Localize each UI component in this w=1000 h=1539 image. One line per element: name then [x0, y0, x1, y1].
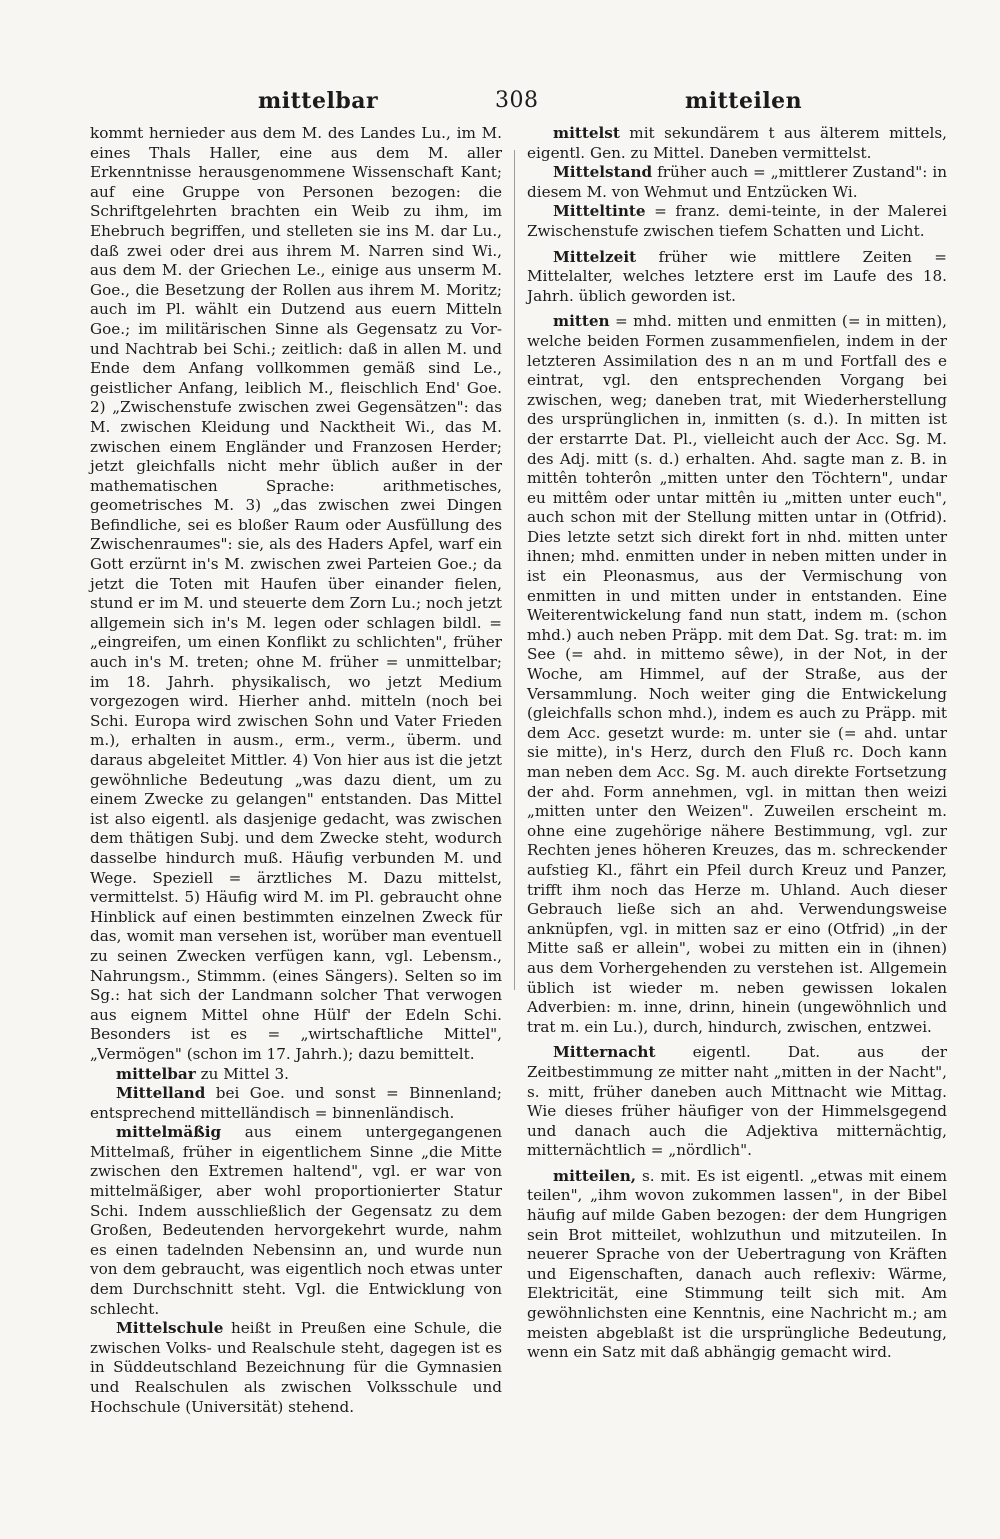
page-header — [0, 88, 1000, 118]
entry — [90, 1084, 502, 1123]
column-divider — [514, 150, 515, 990]
entry — [527, 124, 947, 163]
entry-text: heißt in Preußen eine Schule, die zwischen Volks- und Realschule steht, dagegen ist es in Süddeutschland Bezeichnung für die Gymnasien und Realschulen als zwischen Volksschule und Hochschule (Universität) stehend. — [90, 1319, 502, 1416]
entry-headword: Mittelzeit — [553, 247, 637, 266]
entry-text: zu Mittel 3. — [200, 1064, 289, 1083]
entry-text: eigentl. Dat. aus der Zeitbestimmung ze mitter naht „mitten in der Nacht", s. mitt, früher daneben auch Mittnacht wie Mittag. Wie dieses früher häufiger von der Himmelsgegend und danach auch die Adjektiva mitternächtig, mitternächtlich = „nördlich". — [527, 1043, 948, 1160]
entry-headword: mittelmäßig — [116, 1123, 222, 1142]
entry — [90, 1123, 502, 1319]
left-column — [90, 124, 502, 1417]
entry — [527, 312, 947, 1037]
entry-headword: Mittelstand — [553, 163, 653, 182]
entry-headword: mittelbar — [116, 1064, 196, 1083]
entry — [527, 248, 947, 307]
entry-text: = franz. demi-teinte, in der Malerei Zwischenstufe zwischen tiefem Schatten und Licht. — [527, 202, 948, 240]
entry-headword: Mittelland — [116, 1084, 206, 1103]
right-column — [527, 124, 947, 1363]
entry-continuation — [90, 124, 502, 1065]
entry-text: früher auch = „mittlerer Zustand": in diesem M. von Wehmut und Entzücken Wi. — [527, 163, 948, 201]
running-head-left: mittelbar — [258, 88, 379, 114]
entry-headword: Mittelschule — [116, 1319, 224, 1338]
entry-text: bei Goe. und sonst = Binnenland; entsprechend mittelländisch = binnenländisch. — [90, 1084, 502, 1122]
entry-headword: mitten — [553, 312, 610, 331]
entry — [90, 1065, 502, 1085]
entry — [527, 1167, 947, 1363]
running-head-right: mitteilen — [685, 88, 803, 114]
entry-text: mit sekundärem t aus älterem mittels, eigentl. Gen. zu Mittel. Daneben vermittelst. — [527, 124, 948, 162]
entry-headword: mittelst — [553, 124, 620, 142]
entry-text: s. mit. Es ist eigentl. „etwas mit einem teilen", „ihm wovon zukommen lassen", in der Bibel häufig auf milde Gaben bezogen: der dem Hungrigen sein Brot mitteilet, wohlzuthun und mitzuteilen. In neuerer Sprache von der Uebertragung von Kräften und Eigenschaften, danach auch reflexiv: Wärme, Elektricität, eine Stimmung teilt sich mit. Am gewöhnlichsten eine Kenntnis, eine Nachricht m.; am meisten abgeblaßt ist die ursprüngliche Bedeutung, wenn ein Satz mit daß abhängig gemacht wird. — [527, 1166, 947, 1362]
entry-text: = mhd. mitten und enmitten (= in mitten), welche beiden Formen zusammenfielen, indem in der letzteren Assimilation des n an m und Fortfall des e eintrat, vgl. den entsprechenden Vorgang bei zwischen, weg; daneben trat, mit Wiederherstellung des ursprünglichen in, inmitten (s. d.). In mitten ist der erstarrte Dat. Pl., vielleicht auch der Acc. Sg. M. des Adj. mitt (s. d.) erhalten. Ahd. sagte man z. B. in mittên tohterôn „mitten unter den Töchtern", undar eu mittêm oder untar mittên iu „mitten unter euch", auch schon mit der Stellung mitten untar in (Otfrid). Dies letzte setzt sich direkt fort in nhd. mitten unter ihnen; mhd. enmitten under in neben mitten under in ist ein Pleonasmus, aus der Vermischung von enmitten in und mitten under in entstanden. Eine Weiterentwickelung fand nun statt, indem m. (schon mhd.) auch neben Präpp. mit dem Dat. Sg. trat: m. im See (= ahd. in mittemo sêwe), in der Not, in der Woche, am Himmel, auf der Straße, aus der Versammlung. Noch weiter ging die Entwickelung (gleichfalls schon mhd.), indem es auch zu Präpp. mit dem Acc. gesetzt wurde: m. unter sie (= ahd. untar sie mitte), in's Herz, durch den Fluß rc. Doch kann man neben dem Acc. Sg. M. auch direkte Fortsetzung der ahd. Form annehmen, vgl. in mittan then weizi „mitten unter den Weizen". Zuweilen erscheint m. ohne eine zugehörige nähere Bestimmung, vgl. zur Rechten jenes höheren Kreuzes, das m. schreckender aufstieg Kl., fährt ein Pfeil durch Kreuz und Panzer, trifft ihm noch das Herze m. Uhland. Auch dieser Gebrauch ließe sich an ahd. Verwendungsweise anknüpfen, vgl. in mitten saz er eino (Otfrid) „in der Mitte saß er allein", wobei zu mitten ein in (ihnen) aus dem Vorhergehenden zu verstehen ist. Allgemein üblich ist wieder m. neben gewissen lokalen Adverbien: m. inne, drinn, hinein (ungewöhnlich und trat m. ein Lu.), durch, hindurch, zwischen, entzwei. — [527, 312, 948, 1036]
entry — [527, 1043, 947, 1161]
entry-headword: mitteilen, — [553, 1166, 637, 1185]
entry — [90, 1319, 502, 1417]
page-number: 308 — [495, 88, 539, 113]
entry-headword: Mitternacht — [553, 1043, 656, 1062]
entry-text: aus einem untergegangenen Mittelmaß, früher in eigentlichem Sinne „die Mitte zwischen den Extremen haltend", vgl. er war von mittelmäßiger, aber wohl proportionierter Statur Schi. Indem ausschließlich der Gegensatz zu dem Großen, Bedeutenden hervorgekehrt wurde, nahm es einen tadelnden Nebensinn an, und wurde nun von dem gebraucht, was eigentlich noch etwas unter dem Durchschnitt steht. Vgl. die Entwicklung von schlecht. — [90, 1123, 503, 1318]
entry — [527, 163, 947, 202]
entry — [527, 202, 947, 241]
entry-text: kommt hernieder aus dem M. des Landes Lu., im M. eines Thals Haller, eine aus dem M. aller Erkenntnisse herausgenommene Wissenschaft Kant; auf eine Gruppe von Personen bezogen: die Schriftgelehrten brachten ein Weib zu ihm, im Ehebruch begriffen, und stelleten sie ins M. dar Lu., daß zwei oder drei aus ihrem M. Narren sind Wi., aus dem M. der Griechen Le., einige aus unserm M. Goe., die Besetzung der Rollen aus ihrem M. Moritz; auch im Pl. wählt ein Dutzend aus euern Mitteln Goe.; im militärischen Sinne als Gegensatz zu Vor- und Nachtrab bei Schi.; zeitlich: daß in allen M. und Ende dem Anfang vollkommen gemäß sind Le., geistlicher Anfang, leiblich M., fleischlich End' Goe. 2) „Zwischenstufe zwischen zwei Gegensätzen": das M. zwischen Kleidung und Nacktheit Wi., das M. zwischen einem Engländer und Franzosen Herder; jetzt gleichfalls nicht mehr üblich außer in der mathematischen Sprache: arithmetisches, geometrisches M. 3) „das zwischen zwei Dingen Befindliche, sei es bloßer Raum oder Ausfüllung des Zwischenraumes": sie, als des Haders Apfel, warf ein Gott erzürnt in's M. zwischen zwei Parteien Goe.; da jetzt die Toten mit Haufen über einander fielen, stund er im M. und steuerte dem Zorn Lu.; noch jetzt allgemein sich in's M. legen oder schlagen bildl. = „eingreifen, um einen Konflikt zu schlichten", früher auch in's M. treten; ohne M. früher = unmittelbar; im 18. Jahrh. physikalisch, wo jetzt Medium vorgezogen wird. Hierher anhd. mitteln (noch bei Schi. Europa wird zwischen Sohn und Vater Frieden m.), erhalten in ausm., erm., verm., überm. und daraus abgeleitet Mittler. 4) Von hier aus ist die jetzt gewöhnliche Bedeutung „was dazu dient, um zu einem Zwecke zu gelangen" entstanden. Das Mittel ist also eigentl. als dasjenige gedacht, was zwischen dem thätigen Subj. und dem Zwecke steht, wodurch dasselbe hindurch muß. Häufig verbunden M. und Wege. Speziell = ärztliches M. Dazu mittelst, vermittelst. 5) Häufig wird M. im Pl. gebraucht ohne Hinblick auf einen bestimmten einzelnen Zweck für das, womit man versehen ist, worüber man eventuell zu seinen Zwecken verfügen kann, vgl. Lebensm., Nahrungsm., Stimmm. (eines Sängers). Selten so im Sg.: hat sich der Landmann solcher That verwogen aus eignem Mittel ohne Hülf' der Edeln Schi. Besonders ist es = „wirtschaftliche Mittel", „Vermögen" (schon im 17. Jahrh.); dazu bemittelt. — [90, 124, 502, 1063]
entry-headword: Mitteltinte — [553, 202, 646, 221]
entry-text: früher wie mittlere Zeiten = Mittelalter, welches letztere erst im Laufe des 18. Jahrh. üblich geworden ist. — [527, 247, 947, 305]
